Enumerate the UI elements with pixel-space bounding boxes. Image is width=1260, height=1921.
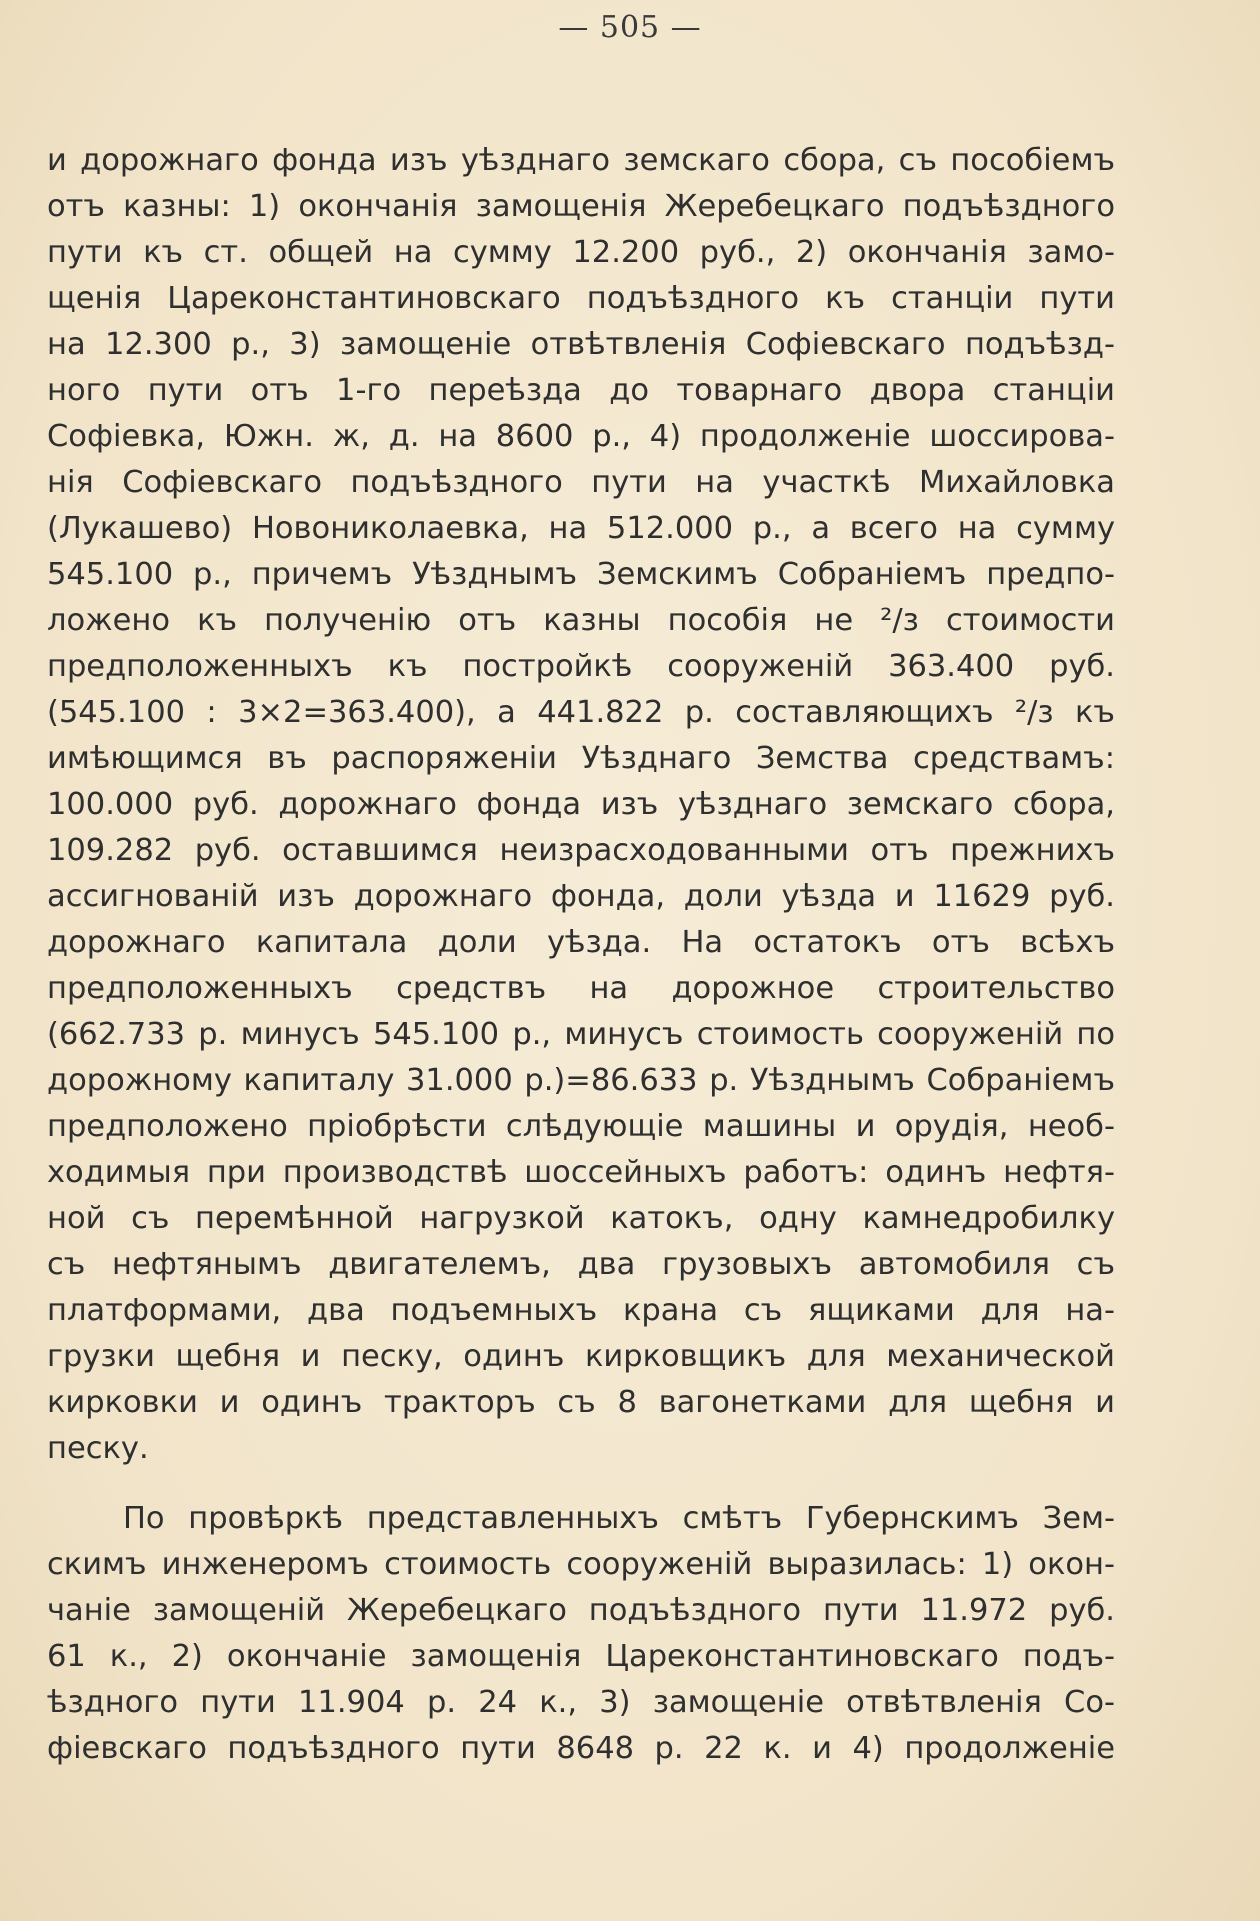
text-line: ной съ перемѣнной нагрузкой катокъ, одну камнедробилку bbox=[47, 1201, 1115, 1236]
text-line: ходимыя при производствѣ шоссейныхъ работъ: одинъ нефтя- bbox=[47, 1155, 1115, 1190]
text-line: пути къ ст. общей на сумму 12.200 руб., 2) окончанія замо- bbox=[47, 235, 1115, 270]
text-line: фіевскаго подъѣздного пути 8648 р. 22 к. и 4) продолженіе bbox=[47, 1731, 1115, 1766]
text-line: ѣздного пути 11.904 р. 24 к., 3) замощеніе отвѣтвленія Со- bbox=[47, 1685, 1115, 1720]
text-line: ложено къ полученію отъ казны пособія не ²/з стоимости bbox=[47, 603, 1115, 638]
paragraph-2 bbox=[47, 1496, 1115, 1772]
text-line: ного пути отъ 1-го переѣзда до товарнаго двора станціи bbox=[47, 373, 1115, 408]
text-line: 61 к., 2) окончаніе замощенія Цареконстантиновскаго подъ- bbox=[47, 1639, 1115, 1674]
text-line: нія Софіевскаго подъѣздного пути на участкѣ Михайловка bbox=[47, 465, 1115, 500]
text-line: платформами, два подъемныхъ крана съ ящиками для на- bbox=[47, 1293, 1115, 1328]
text-line: и дорожнаго фонда изъ уѣзднаго земскаго сбора, съ пособіемъ bbox=[47, 143, 1115, 178]
paragraph-1 bbox=[47, 138, 1115, 1472]
text-line: предположенныхъ къ постройкѣ сооруженій 363.400 руб. bbox=[47, 649, 1115, 684]
text-line: Софіевка, Южн. ж, д. на 8600 р., 4) продолженіе шоссирова- bbox=[47, 419, 1115, 454]
text-line: предположенныхъ средствъ на дорожное строительство bbox=[47, 971, 1115, 1006]
text-line: ассигнованій изъ дорожнаго фонда, доли уѣзда и 11629 руб. bbox=[47, 879, 1115, 914]
text-line: скимъ инженеромъ стоимость сооруженій выразилась: 1) окон- bbox=[47, 1547, 1115, 1582]
page-number: — 505 — bbox=[558, 10, 702, 45]
text-line: чаніе замощеній Жеребецкаго подъѣздного пути 11.972 руб. bbox=[47, 1593, 1115, 1628]
text-line: дорожнаго капитала доли уѣзда. На остатокъ отъ всѣхъ bbox=[47, 925, 1115, 960]
text-line: на 12.300 р., 3) замощеніе отвѣтвленія Софіевскаго подъѣзд- bbox=[47, 327, 1115, 362]
text-line: щенія Цареконстантиновскаго подъѣздного къ станціи пути bbox=[47, 281, 1115, 316]
text-line: имѣющимся въ распоряженіи Уѣзднаго Земства средствамъ: bbox=[47, 741, 1115, 776]
text-line: песку. bbox=[47, 1431, 149, 1466]
text-line: (662.733 р. минусъ 545.100 р., минусъ стоимость сооруженій по bbox=[47, 1017, 1115, 1052]
text-line: грузки щебня и песку, одинъ кирковщикъ для механической bbox=[47, 1339, 1115, 1374]
text-line: (Лукашево) Новониколаевка, на 512.000 р., а всего на сумму bbox=[47, 511, 1115, 546]
text-line: По провѣркѣ представленныхъ смѣтъ Губернскимъ Зем- bbox=[123, 1501, 1115, 1536]
text-line: дорожному капиталу 31.000 р.)=86.633 р. Уѣзднымъ Собраніемъ bbox=[47, 1063, 1115, 1098]
text-line: предположено пріобрѣсти слѣдующіе машины и орудія, необ- bbox=[47, 1109, 1115, 1144]
text-line: 100.000 руб. дорожнаго фонда изъ уѣзднаго земскаго сбора, bbox=[47, 787, 1115, 822]
text-line: кирковки и одинъ тракторъ съ 8 вагонетками для щебня и bbox=[47, 1385, 1115, 1420]
text-line: 109.282 руб. оставшимся неизрасходованными отъ прежнихъ bbox=[47, 833, 1115, 868]
text-line: (545.100 : 3×2=363.400), а 441.822 р. составляющихъ ²/з къ bbox=[47, 695, 1115, 730]
text-line: 545.100 р., причемъ Уѣзднымъ Земскимъ Собраніемъ предпо- bbox=[47, 557, 1115, 592]
text-line: отъ казны: 1) окончанія замощенія Жеребецкаго подъѣздного bbox=[47, 189, 1115, 224]
text-line: съ нефтянымъ двигателемъ, два грузовыхъ автомобиля съ bbox=[47, 1247, 1115, 1282]
